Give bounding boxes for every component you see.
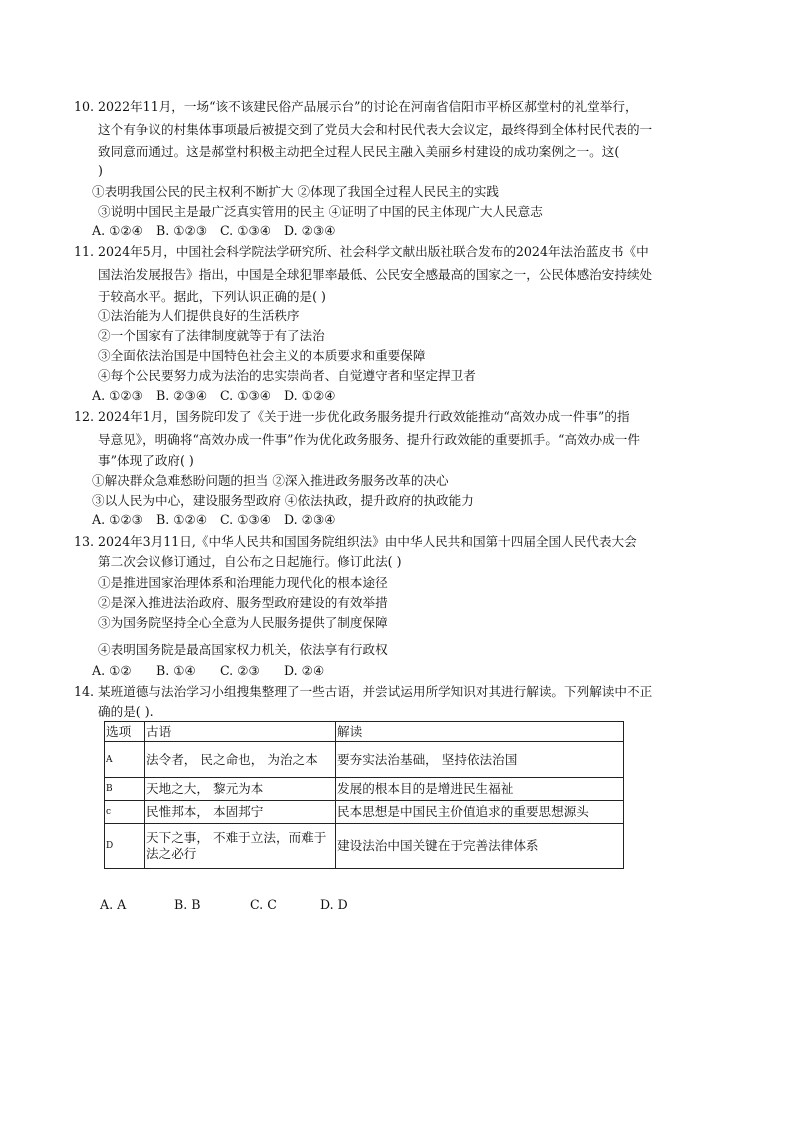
question-12-option-line-2: ③以人民为中心，建设服务型政府 ④依法执政，提升政府的执政能力 (92, 493, 474, 508)
table-cell-saying: 天下之事， 不难于立法，而难于法之必行 (145, 824, 336, 869)
table-row (105, 801, 624, 824)
question-14-stem-line-1: 14. 某班道德与法治学习小组搜集整理了一些古语，并尝试运用所学知识对其进行解读。下列解读中不正 (74, 684, 653, 699)
question-12-stem-line-3: 事”体现了政府( ) (98, 453, 194, 468)
question-11-option-3: ③全面依法治国是中国特色社会主义的本质要求和重要保障 (98, 348, 426, 363)
table-cell-saying: 民惟邦本， 本固邦宁 (145, 801, 336, 824)
question-13-stem-line-2: 第二次会议修订通过，自公布之日起施行。修订此法( ) (98, 554, 402, 569)
table-header-row (105, 722, 624, 742)
table-cell-option: D (105, 824, 145, 869)
table-header-cell: 古语 (145, 722, 336, 742)
question-11-stem-line-3: 于较高水平。据此，下列认识正确的是( ) (98, 289, 326, 304)
question-10-answers (92, 222, 348, 240)
answer-choice-d[interactable]: D. ②④ (284, 663, 325, 678)
question-14-answers (100, 896, 360, 914)
question-13-option-2: ②是深入推进法治政府、服务型政府建设的有效举措 (98, 595, 388, 610)
question-12-stem-line-1: 12. 2024年1月，国务院印发了《关于进一步优化政务服务提升行政效能推动“高效办成一件事”的指 (74, 409, 630, 424)
answer-choice-c[interactable]: C. ①③④ (220, 388, 272, 403)
table-cell-interpretation: 要夯实法治基础， 坚持依法治国 (336, 742, 624, 778)
answer-choice-a[interactable]: A. ①②③ (92, 512, 143, 527)
table-row (105, 742, 624, 778)
question-10-stem-line-1: 10. 2022年11月，一场“该不该建民俗产品展示台”的讨论在河南省信阳市平桥区郝堂村的礼堂举行， (74, 99, 638, 114)
question-10-stem-line-3: 致同意而通过。这是郝堂村积极主动把全过程人民民主融入美丽乡村建设的成功案例之一。这( (98, 144, 620, 159)
question-11-stem-line-2: 国法治发展报告》指出，中国是全球犯罪率最低、公民安全感最高的国家之一，公民体感治安持续处 (98, 267, 653, 282)
answer-choice-c[interactable]: C. ①③④ (220, 512, 272, 527)
answer-choice-c[interactable]: C. C (250, 897, 277, 912)
answer-choice-d[interactable]: D. ②③④ (284, 223, 336, 238)
table-header-cell: 选项 (105, 722, 145, 742)
question-12-answers (92, 511, 348, 529)
answer-choice-b[interactable]: B. ①②③ (156, 223, 208, 238)
answer-choice-a[interactable]: A. ①②③ (92, 388, 143, 403)
table-cell-interpretation: 发展的根本目的是增进民生福祉 (336, 778, 624, 801)
question-10-stem-line-2: 这个有争议的村集体事项最后被提交到了党员大会和村民代表大会议定，最终得到全体村民代表的一 (98, 122, 653, 137)
question-11-option-2: ②一个国家有了法律制度就等于有了法治 (98, 328, 325, 343)
table-cell-saying: 法令者， 民之命也， 为治之本 (145, 742, 336, 778)
question-10-option-line-2: ③说明中国民主是最广泛真实管用的民主 ④证明了中国的民主体现广大人民意志 (98, 204, 543, 219)
table-row (105, 778, 624, 801)
question-13-option-1: ①是推进国家治理体系和治理能力现代化的根本途径 (98, 575, 388, 590)
question-11-stem-line-1: 11. 2024年5月，中国社会科学院法学研究所、社会科学文献出版社联合发布的2024年法治蓝皮书《中 (74, 244, 649, 259)
answer-choice-b[interactable]: B. ①④ (156, 663, 196, 678)
question-13-option-3: ③为国务院坚持全心全意为人民服务提供了制度保障 (98, 615, 388, 630)
table-cell-interpretation: 民本思想是中国民主价值追求的重要思想源头 (336, 801, 624, 824)
answer-choice-b[interactable]: B. B (174, 897, 201, 912)
answer-choice-d[interactable]: D. D (320, 897, 348, 912)
table-cell-option: c (105, 801, 145, 824)
answer-choice-b[interactable]: B. ①②④ (156, 512, 208, 527)
answer-choice-c[interactable]: C. ①③④ (220, 223, 272, 238)
answer-choice-b[interactable]: B. ②③④ (156, 388, 208, 403)
answer-choice-d[interactable]: D. ①②④ (284, 388, 336, 403)
question-12-option-line-1: ①解决群众急难愁盼问题的担当 ②深入推进政务服务改革的决心 (92, 473, 449, 488)
question-13-answers (92, 662, 348, 680)
question-13-option-4: ④表明国务院是最高国家权力机关，依法享有行政权 (98, 642, 388, 657)
answer-choice-a[interactable]: A. A (100, 897, 127, 912)
question-11-option-1: ①法治能为人们提供良好的生活秩序 (98, 308, 300, 323)
answer-choice-a[interactable]: A. ①② (92, 663, 132, 678)
question-10-option-line-1: ①表明我国公民的民主权利不断扩大 ②体现了我国全过程人民民主的实践 (92, 184, 500, 199)
table-row (105, 824, 624, 869)
table-cell-interpretation: 建设法治中国关键在于完善法律体系 (336, 824, 624, 869)
answer-choice-a[interactable]: A. ①②④ (92, 223, 143, 238)
answer-choice-c[interactable]: C. ②③ (220, 663, 260, 678)
question-13-stem-line-1: 13. 2024年3月11日,《中华人民共和国国务院组织法》由中华人民共和国第十四届全国人民代表大会 (74, 534, 637, 549)
question-12-stem-line-2: 导意见》，明确将“高效办成一件事”作为优化政务服务、提升行政效能的重要抓手。“高效办成一件 (98, 432, 640, 447)
answer-choice-d[interactable]: D. ②③④ (284, 512, 336, 527)
question-11-option-4: ④每个公民要努力成为法治的忠实崇尚者、自觉遵守者和坚定捍卫者 (98, 368, 476, 383)
ancient-sayings-table (104, 721, 624, 869)
table-header-cell: 解读 (336, 722, 624, 742)
table-cell-option: A (105, 742, 145, 778)
table-cell-saying: 天地之大， 黎元为本 (145, 778, 336, 801)
question-10-stem-line-4: ) (98, 163, 103, 178)
question-11-answers (92, 387, 348, 405)
table-cell-option: B (105, 778, 145, 801)
question-14-stem-line-2: 确的是( ). (98, 704, 154, 719)
